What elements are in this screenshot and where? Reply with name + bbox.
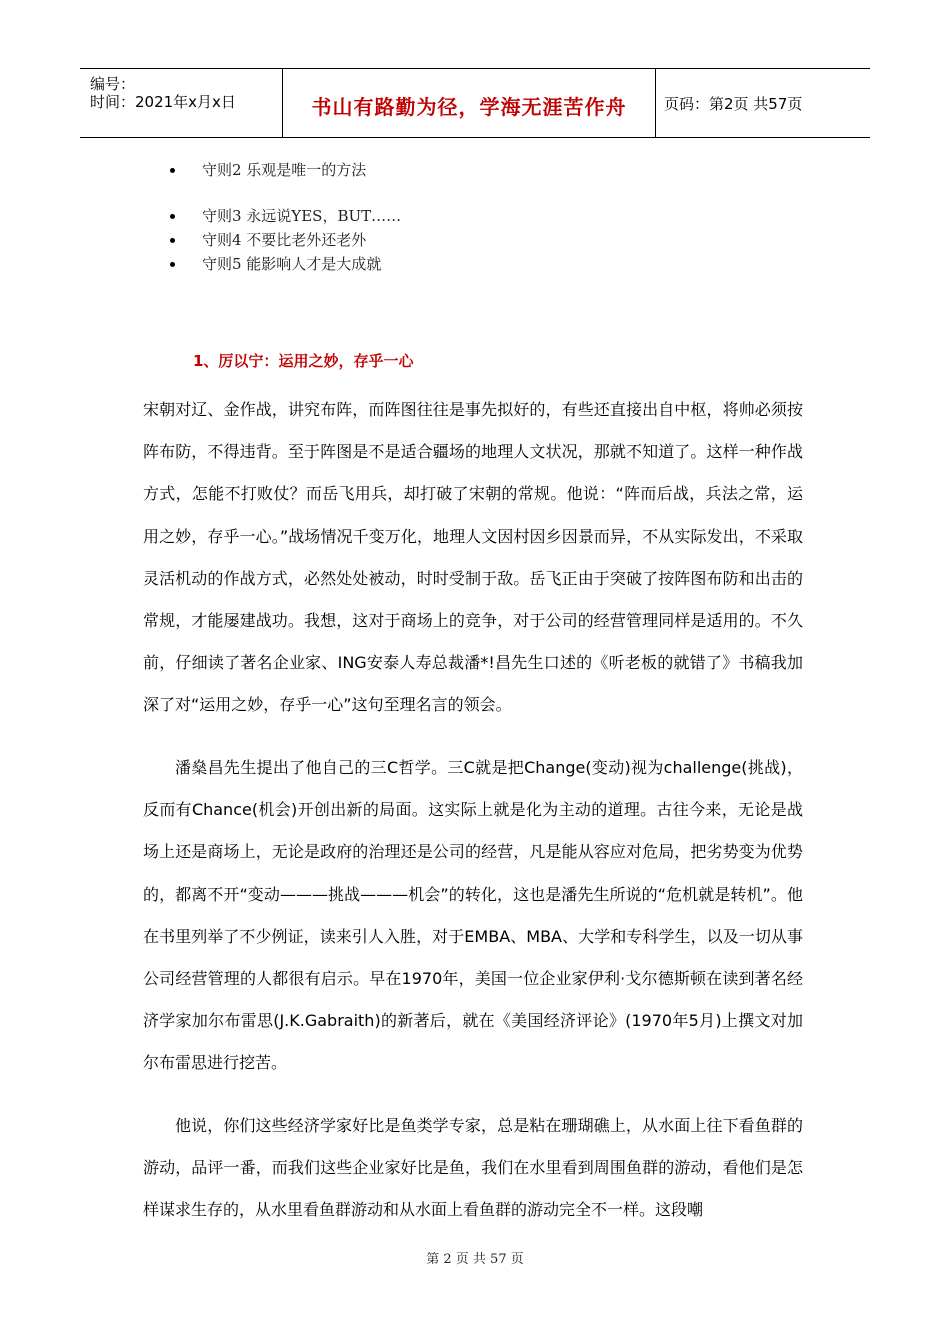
bullet-icon [170, 214, 175, 219]
number-label: 编号： [90, 75, 136, 93]
bullet-icon [170, 168, 175, 173]
paragraph: 宋朝对辽、金作战，讲究布阵，而阵图往往是事先拟好的，有些还直接出自中枢，将帅必须按阵布防，不得违背。至于阵图是不是适合疆场的地理人文状况，那就不知道了。这样一种作战方式，怎能不打败仗？而岳飞用兵，却打破了宋朝的常规。他说：“阵而后战，兵法之常，运用之妙，存乎一心。”战场情况千变万化，地理人文因村因乡因景而异，不从实际发出，不采取灵活机动的作战方式，必然处处被动，时时受制于敌。岳飞正由于突破了按阵图布防和出击的常规，才能屡建战功。我想，这对于商场上的竞争，对于公司的经营管理同样是适用的。不久前，仔细读了著名企业家、ING安泰人寿总裁潘*!昌先生口述的《听老板的就错了》书稿我加深了对“运用之妙，存乎一心”这句至理名言的领会。 [143, 400, 803, 715]
header-table [80, 68, 870, 138]
motto: 书山有路勤为径，学海无涯苦作舟 [311, 95, 627, 119]
page-footer: 第 2 页 共 57 页 [426, 1252, 524, 1267]
section-title: 1、厉以宁：运用之妙，存乎一心 [193, 352, 414, 370]
list-item: 守则5 能影响人才是大成就 [170, 252, 401, 276]
paragraph: 潘燊昌先生提出了他自己的三C哲学。三C就是把Change(变动)视为challenge(挑战)，反而有Chance(机会)开创出新的局面。这实际上就是化为主动的道理。古往今来，无论是战场上还是商场上，无论是政府的治理还是公司的经营，凡是能从容应对危局，把劣势变为优势的，都离不开“变动———挑战———机会”的转化，这也是潘先生所说的“危机就是转机”。他在书里列举了不少例证，读来引人入胜，对于EMBA、MBA、大学和专科学生，以及一切从事公司经营管理的人都很有启示。早在1970年，美国一位企业家伊利·戈尔德斯顿在读到著名经济学家加尔布雷思(J.K.Gabraith)的新著后，就在《美国经济评论》(1970年5月)上撰文对加尔布雷思进行挖苦。 [143, 758, 803, 1073]
list-item: 守则4 不要比老外还老外 [170, 228, 401, 252]
date-label: 时间：2021年x月x日 [90, 93, 236, 111]
bullet-icon [170, 262, 175, 267]
header-right-cell [656, 69, 870, 137]
header-center-cell [283, 69, 656, 137]
list-item: 守则2 乐观是唯一的方法 [170, 158, 401, 182]
header-left-cell [80, 69, 283, 137]
rules-list [170, 158, 401, 276]
paragraph: 他说，你们这些经济学家好比是鱼类学专家，总是粘在珊瑚礁上，从水面上往下看鱼群的游动，品评一番，而我们这些企业家好比是鱼，我们在水里看到周围鱼群的游动，看他们是怎样谋求生存的，从水里看鱼群游动和从水面上看鱼群的游动完全不一样。这段嘲 [143, 1116, 803, 1220]
page-info: 页码：第2页 共57页 [664, 95, 803, 113]
bullet-icon [170, 238, 175, 243]
list-item: 守则3 永远说YES，BUT…… [170, 204, 401, 228]
